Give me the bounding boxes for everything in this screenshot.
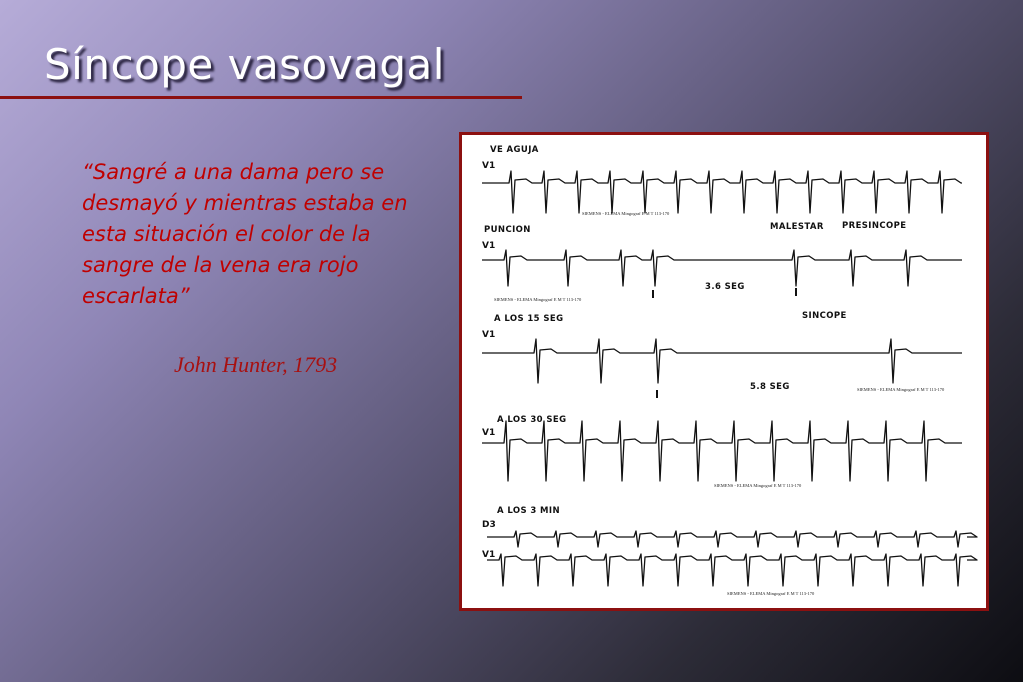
quote-author: John Hunter, 1793 — [174, 352, 338, 377]
ecg-trace-strip2 — [482, 250, 962, 286]
strip5-label: A LOS 3 MIN — [497, 506, 560, 516]
strip3-lead: V1 — [482, 330, 496, 340]
ecg-trace-strip5-d3 — [487, 531, 977, 547]
slide-title: Síncope vasovagal — [44, 40, 445, 89]
ecg-trace-strip5-v1 — [487, 554, 977, 586]
ecg-trace-strip1 — [482, 171, 962, 213]
ecg-image — [459, 132, 989, 611]
strip3-label: A LOS 15 SEG — [494, 314, 564, 324]
strip4-stamp: SIEMENS - ELEMA Mingograf E M T 113-170 — [714, 483, 802, 488]
strip4-lead: V1 — [482, 428, 496, 438]
strip4-label: A LOS 30 SEG — [497, 415, 567, 425]
strip2-stamp: SIEMENS - ELEMA Mingograf E M T 113-170 — [494, 297, 582, 302]
strip2-annotation-malestar: MALESTAR — [770, 222, 824, 232]
strip1-lead: V1 — [482, 161, 496, 171]
strip1-stamp: SIEMENS - ELEMA Mingograf E M T 113-170 — [582, 211, 670, 216]
strip2-pause: 3.6 SEG — [705, 282, 745, 292]
strip3-pause-marker — [656, 390, 658, 398]
strip1-label: VE AGUJA — [490, 145, 539, 155]
strip3-pause: 5.8 SEG — [750, 382, 790, 392]
strip5-lead-v1: V1 — [482, 550, 496, 560]
strip5-stamp: SIEMENS - ELEMA Mingograf E M T 113-170 — [727, 591, 815, 596]
strip3-stamp: SIEMENS - ELEMA Mingograf E M T 113-170 — [857, 387, 945, 392]
quote-text: “Sangré a una dama pero se desmayó y mientras estaba en esta situación el color de la sangre de la vena era rojo escarlata” — [82, 160, 408, 308]
ecg-trace-strip3 — [482, 339, 962, 383]
title-underline — [0, 96, 522, 99]
ecg-strips — [462, 135, 986, 608]
strip2-pause-marker-start — [652, 290, 654, 298]
strip5-lead-d3: D3 — [482, 520, 496, 530]
ecg-trace-strip4 — [482, 421, 962, 481]
strip2-lead: V1 — [482, 241, 496, 251]
strip3-annotation-sincope: SINCOPE — [802, 311, 847, 321]
strip2-label: PUNCION — [484, 225, 531, 235]
strip2-annotation-presincope: PRESINCOPE — [842, 221, 907, 231]
strip2-pause-marker-end — [795, 288, 797, 296]
